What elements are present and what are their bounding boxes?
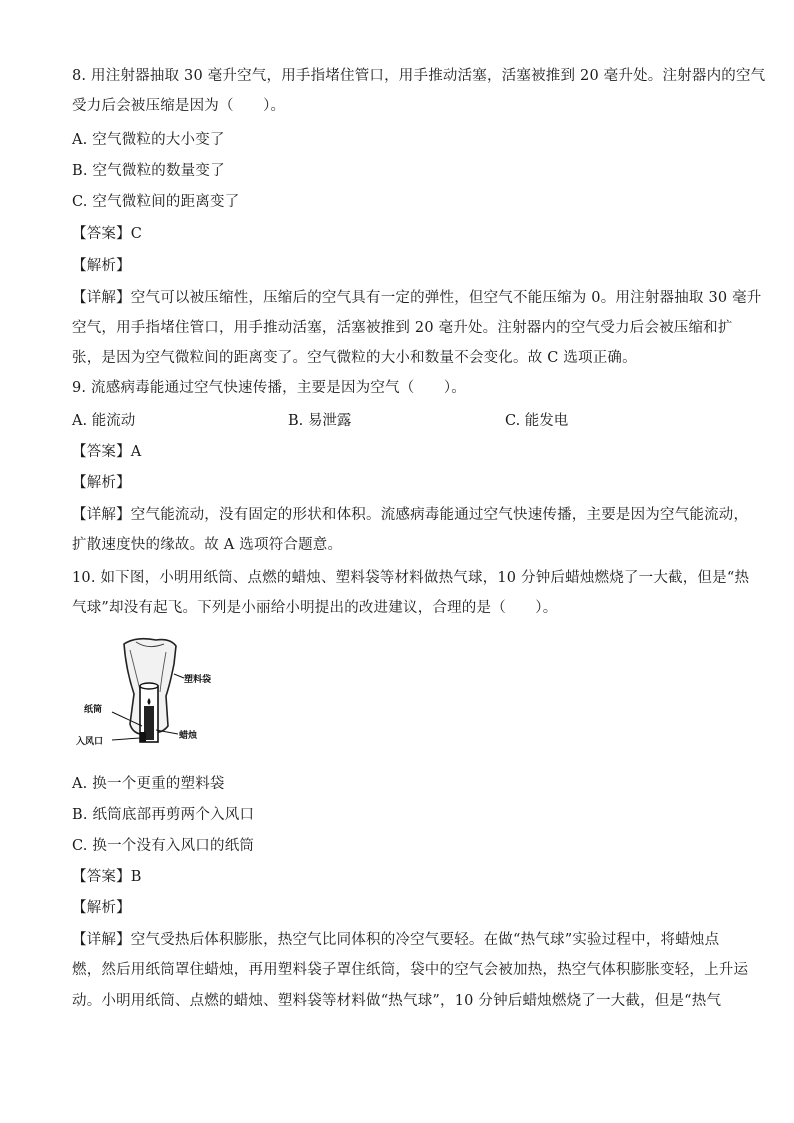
q10-stem-line-1: 10. 如下图，小明用纸筒、点燃的蜡烛、塑料袋等材料做热气球，10 分钟后蜡烛燃烧了一大截，但是“热 xyxy=(72,570,750,586)
q10-detail-line-1: 【详解】空气受热后体积膨胀，热空气比同体积的冷空气要轻。在做“热气球”实验过程中，将蜡烛点 xyxy=(72,932,720,948)
q8-stem-line-1: 8. 用注射器抽取 30 毫升空气，用手指堵住管口，用手推动活塞，活塞被推到 20 毫升处。注射器内的空气 xyxy=(72,68,766,84)
q9-answer: 【答案】A xyxy=(72,444,142,460)
q9-option-c: C. 能发电 xyxy=(505,413,569,429)
label-air-inlet: 入风口 xyxy=(76,737,104,747)
label-plastic-bag: 塑料袋 xyxy=(184,675,212,685)
q9-stem: 9. 流感病毒能通过空气快速传播，主要是因为空气（ ）。 xyxy=(72,380,466,396)
q10-stem-line-2: 气球”却没有起飞。下列是小丽给小明提出的改进建议，合理的是（ ）。 xyxy=(72,600,558,616)
q8-option-c: C. 空气微粒间的距离变了 xyxy=(72,194,240,210)
q9-option-b: B. 易泄露 xyxy=(288,413,352,429)
q8-stem-line-2: 受力后会被压缩是因为（ ）。 xyxy=(72,98,286,114)
q8-analysis-title: 【解析】 xyxy=(72,258,131,274)
q10-detail-line-2: 燃，然后用纸筒罩住蜡烛，再用塑料袋子罩住纸筒，袋中的空气会被加热，热空气体积膨胀变轻，上升运 xyxy=(72,962,749,978)
hot-air-balloon-figure xyxy=(74,634,244,754)
q8-detail-line-1: 【详解】空气可以被压缩性，压缩后的空气具有一定的弹性，但空气不能压缩为 0。用注射器抽取 30 毫升 xyxy=(72,290,762,306)
q9-detail-line-2: 扩散速度快的缘故。故 A 选项符合题意。 xyxy=(72,537,343,553)
q10-detail-line-3: 动。小明用纸筒、点燃的蜡烛、塑料袋等材料做“热气球”，10 分钟后蜡烛燃烧了一大截，但是“热气 xyxy=(72,993,722,1009)
q8-option-a: A. 空气微粒的大小变了 xyxy=(72,132,225,148)
q9-detail-line-1: 【详解】空气能流动，没有固定的形状和体积。流感病毒能通过空气快速传播，主要是因为空气能流动， xyxy=(72,507,749,523)
q10-analysis-title: 【解析】 xyxy=(72,900,131,916)
q10-option-a: A. 换一个更重的塑料袋 xyxy=(72,776,225,792)
q10-option-c: C. 换一个没有入风口的纸筒 xyxy=(72,838,255,854)
q9-analysis-title: 【解析】 xyxy=(72,475,131,491)
q8-answer: 【答案】C xyxy=(72,226,143,242)
air-inlet-shape xyxy=(140,732,146,742)
q10-option-b: B. 纸筒底部再剪两个入风口 xyxy=(72,807,255,823)
label-candle: 蜡烛 xyxy=(179,731,198,741)
q8-detail-line-2: 空气，用手指堵住管口，用手推动活塞，活塞被推到 20 毫升处。注射器内的空气受力后会被压缩和扩 xyxy=(72,320,733,336)
q9-option-a: A. 能流动 xyxy=(72,413,136,429)
q8-detail-line-3: 张，是因为空气微粒间的距离变了。空气微粒的大小和数量不会变化。故 C 选项正确。 xyxy=(72,350,637,366)
q8-option-b: B. 空气微粒的数量变了 xyxy=(72,163,225,179)
label-paper-tube: 纸筒 xyxy=(84,705,103,715)
q10-answer: 【答案】B xyxy=(72,869,142,885)
